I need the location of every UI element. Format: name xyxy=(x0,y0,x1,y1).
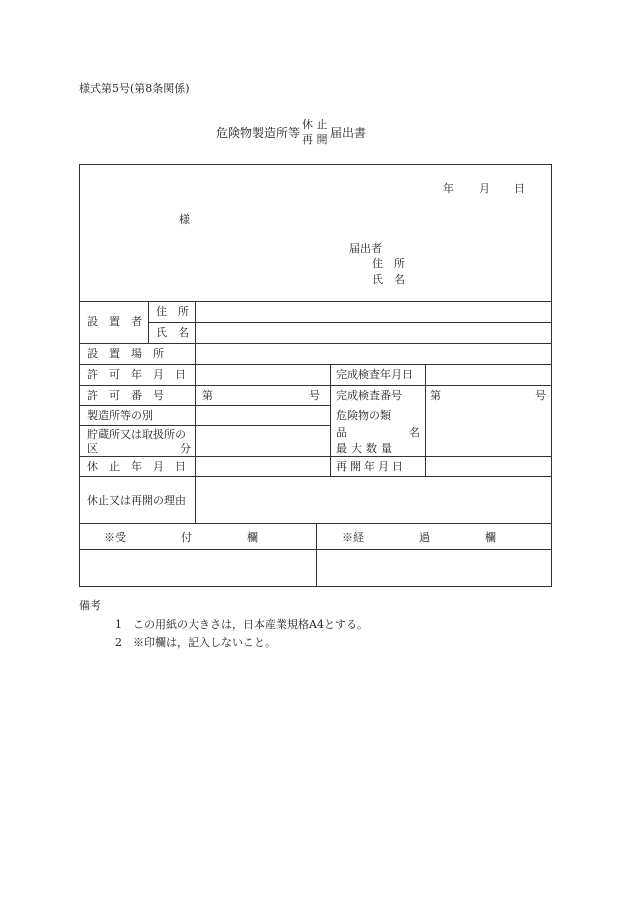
notifier-name-label: 氏 名 xyxy=(372,273,405,286)
reception-field xyxy=(81,550,315,587)
reception-column-header: ※受 付 欄 xyxy=(104,531,258,544)
location-field[interactable] xyxy=(196,344,550,364)
date-year: 年 xyxy=(443,182,454,195)
title-suffix: 届出書 xyxy=(330,126,367,140)
completion-inspection-number-label: 完成検査番号 xyxy=(336,389,402,402)
addressee-suffix: 様 xyxy=(179,213,190,226)
facility-type-field[interactable] xyxy=(196,406,329,425)
location-label: 設 置 場 所 xyxy=(87,347,164,360)
storage-type-label-line1: 貯蔵所又は取扱所の xyxy=(87,428,186,441)
permit-number-field[interactable] xyxy=(202,389,320,403)
notification-form xyxy=(79,164,552,587)
progress-field xyxy=(317,550,550,587)
form-number: 様式第5号(第8条関係) xyxy=(79,82,190,95)
inspection-number-prefix: 第 xyxy=(430,389,441,402)
installer-address-label: 住 所 xyxy=(156,305,189,318)
storage-type-field[interactable] xyxy=(196,426,329,456)
permit-number-prefix: 第 xyxy=(202,389,213,402)
title-prefix: 危険物製造所等 xyxy=(216,126,301,140)
facility-type-label: 製造所等の別 xyxy=(87,409,153,422)
suspension-date-field[interactable] xyxy=(196,457,329,476)
installer-label: 設 置 者 xyxy=(87,315,142,328)
permit-number-suffix: 号 xyxy=(309,389,320,402)
permit-number-label: 許 可 番 号 xyxy=(87,389,164,402)
suspension-date-label: 休 止 年 月 日 xyxy=(87,460,186,473)
date-month: 月 xyxy=(479,182,490,195)
resumption-date-field[interactable] xyxy=(426,457,550,476)
installer-name-field[interactable] xyxy=(196,323,550,343)
completion-inspection-date-label: 完成検査年月日 xyxy=(336,368,413,381)
reason-field[interactable] xyxy=(196,477,550,523)
hazmat-class-label: 危険物の類 xyxy=(336,409,391,422)
hazmat-info-field[interactable] xyxy=(426,386,550,456)
progress-column-header: ※経 過 欄 xyxy=(342,531,496,544)
title-option-resume: 再 開 xyxy=(302,133,328,146)
notes-heading: 備考 xyxy=(79,599,101,612)
completion-inspection-date-field[interactable] xyxy=(426,365,550,385)
item-name-label xyxy=(336,426,420,440)
storage-type-char-b: 分 xyxy=(180,442,191,455)
storage-type-char-a: 区 xyxy=(87,442,98,455)
note-item: 1 この用紙の大きさは，日本産業規格A4とする。 xyxy=(115,618,368,631)
resumption-date-label: 再開年月日 xyxy=(336,460,406,473)
inspection-number-suffix: 号 xyxy=(535,389,546,402)
notifier-address-label: 住 所 xyxy=(372,257,405,270)
max-quantity-label: 最大数量 xyxy=(336,442,396,455)
note-item: 2 ※印欄は，記入しないこと。 xyxy=(115,636,276,649)
permit-date-field[interactable] xyxy=(196,365,329,385)
title-option-suspend: 休 止 xyxy=(302,118,328,131)
notifier-label: 届出者 xyxy=(349,242,382,255)
permit-date-label: 許 可 年 月 日 xyxy=(87,368,186,381)
item-name-char-a: 品 xyxy=(336,426,347,439)
reason-label: 休止又は再開の理由 xyxy=(87,494,186,507)
date-day: 日 xyxy=(514,182,525,195)
installer-name-label: 氏 名 xyxy=(156,326,189,339)
item-name-char-b: 名 xyxy=(409,426,420,439)
storage-type-label-line2 xyxy=(87,442,191,456)
installer-address-field[interactable] xyxy=(196,302,550,322)
